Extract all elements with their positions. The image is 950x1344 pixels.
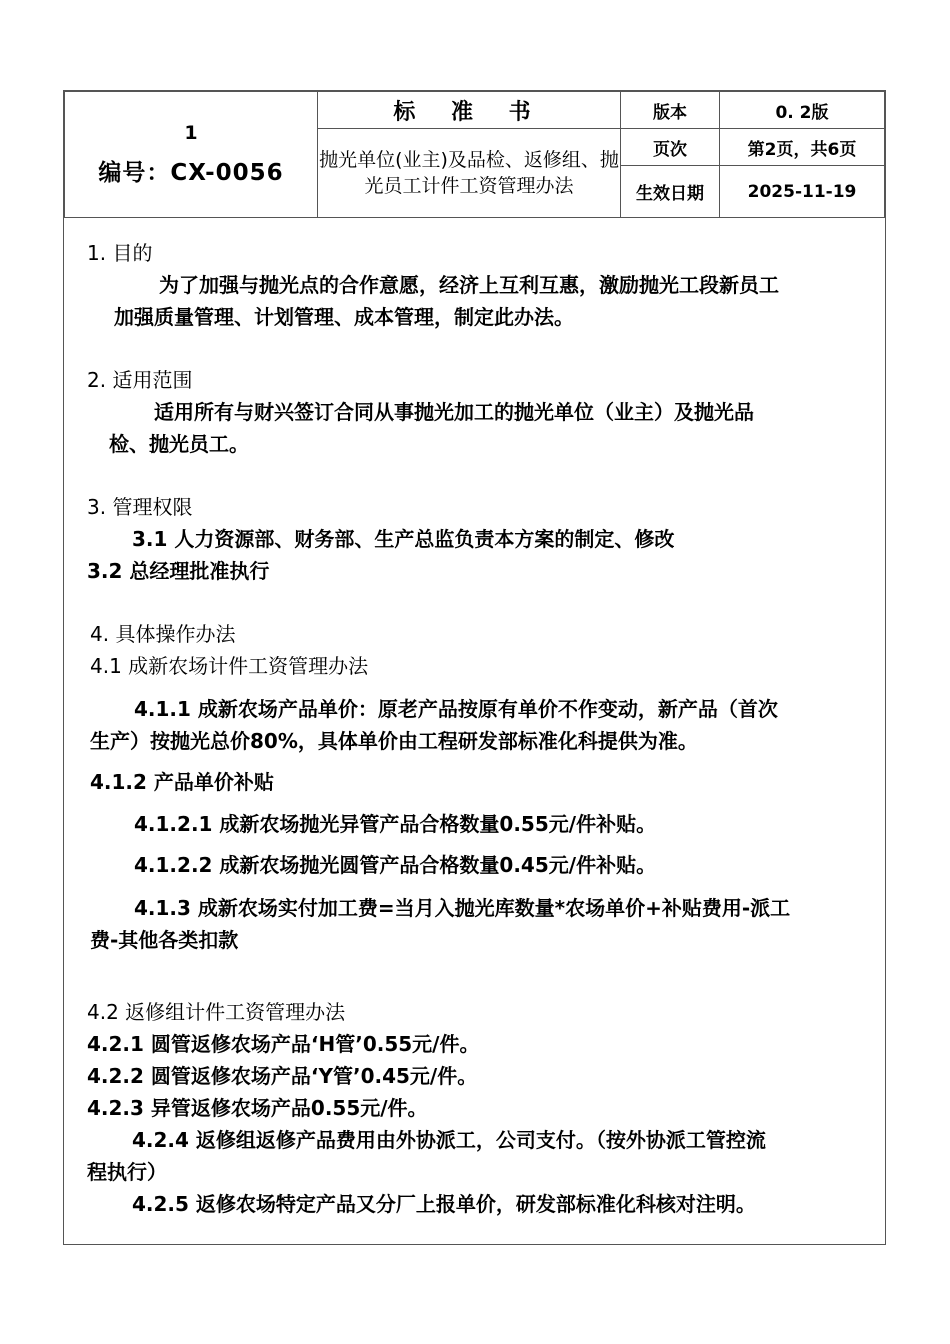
subsection-heading: 4.1 成新农场计件工资管理办法 (90, 654, 369, 678)
paragraph-line: 3.1 人力资源部、财务部、生产总监负责本方案的制定、修改 (132, 527, 675, 551)
version-label: 版本 (621, 92, 720, 129)
page-number: 1 (184, 122, 198, 144)
document-frame (63, 90, 886, 1245)
paragraph-line: 4.1.2 产品单价补贴 (90, 770, 274, 794)
date-value: 2025-11-19 (720, 166, 885, 218)
paragraph-line: 4.1.1 成新农场产品单价：原老产品按原有单价不作变动，新产品（首次 (134, 697, 778, 721)
paragraph-line: 生产）按抛光总价80%，具体单价由工程研发部标准化科提供为准。 (90, 729, 698, 753)
paragraph-line: 程执行） (87, 1160, 167, 1184)
section-heading: 3. 管理权限 (87, 495, 193, 519)
section-heading: 1. 目的 (87, 241, 153, 265)
paragraph-line: 4.2.4 返修组返修产品费用由外协派工，公司支付。（按外协派工管控流 (132, 1128, 766, 1152)
paragraph-line: 为了加强与抛光点的合作意愿，经济上互利互惠，激励抛光工段新员工 (159, 273, 779, 297)
page-value: 第2页，共6页 (720, 129, 885, 166)
paragraph-line: 4.1.2.2 成新农场抛光圆管产品合格数量0.45元/件补贴。 (134, 853, 657, 877)
paragraph-line: 费-其他各类扣款 (90, 928, 239, 952)
doc-code: 编号：CX-0056 (98, 160, 284, 186)
page-label: 页次 (621, 129, 720, 166)
paragraph-line: 适用所有与财兴签订合同从事抛光加工的抛光单位（业主）及抛光品 (154, 400, 754, 424)
section-heading: 4. 具体操作办法 (90, 622, 236, 646)
doc-subject: 抛光单位(业主)及品检、返修组、抛光员工计件工资管理办法 (318, 129, 621, 218)
doc-type: 标 准 书 (318, 92, 621, 129)
date-label: 生效日期 (621, 166, 720, 218)
paragraph-line: 4.2.3 异管返修农场产品0.55元/件。 (87, 1096, 428, 1120)
section-heading: 2. 适用范围 (87, 368, 193, 392)
paragraph-line: 4.2.5 返修农场特定产品又分厂上报单价，研发部标准化科核对注明。 (132, 1192, 756, 1216)
paragraph-line: 加强质量管理、计划管理、成本管理，制定此办法。 (114, 305, 574, 329)
doc-id-cell (65, 92, 318, 218)
paragraph-line: 4.1.2.1 成新农场抛光异管产品合格数量0.55元/件补贴。 (134, 812, 657, 836)
paragraph-line: 4.1.3 成新农场实付加工费=当月入抛光库数量*农场单价+补贴费用-派工 (134, 896, 791, 920)
header-table (64, 91, 885, 218)
subsection-heading: 4.2 返修组计件工资管理办法 (87, 1000, 346, 1024)
version-value: 0. 2版 (720, 92, 885, 129)
paragraph-line: 3.2 总经理批准执行 (87, 559, 270, 583)
paragraph-line: 4.2.2 圆管返修农场产品‘Y管’0.45元/件。 (87, 1064, 478, 1088)
paragraph-line: 4.2.1 圆管返修农场产品‘H管’0.55元/件。 (87, 1032, 480, 1056)
paragraph-line: 检、抛光员工。 (109, 432, 249, 456)
